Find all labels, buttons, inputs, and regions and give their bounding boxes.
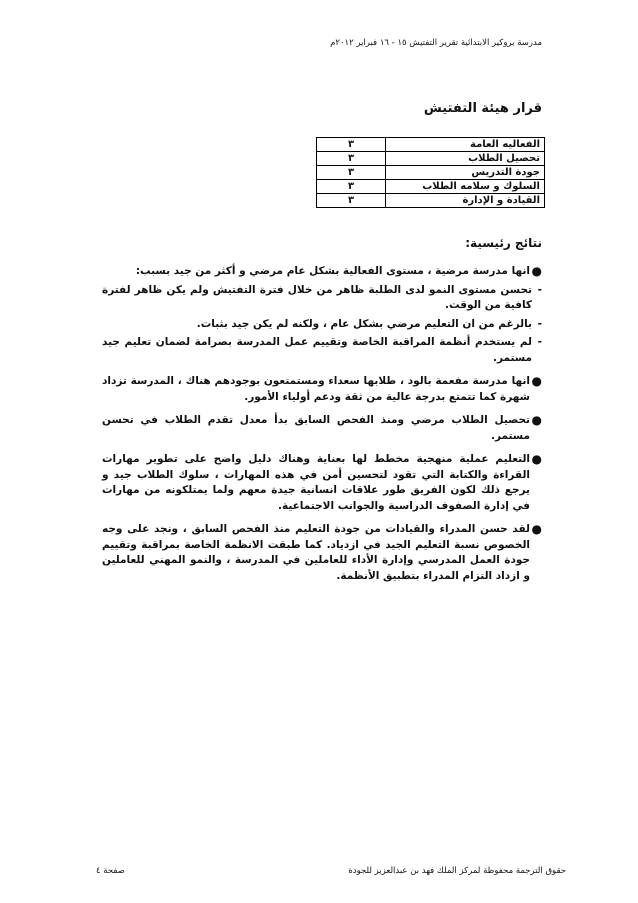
table-row [317, 152, 545, 166]
list-item [102, 374, 542, 405]
list-item [102, 317, 542, 333]
finding-text: تحصيل الطلاب مرضي ومنذ الفحص السابق بدأ معدل تقدم الطلاب في تحسن مستمر. [102, 414, 530, 442]
list-item [102, 335, 542, 366]
list-item [102, 283, 542, 314]
dash-icon: - [537, 283, 542, 296]
grade-value: ٣ [317, 152, 386, 166]
grade-value: ٣ [317, 180, 386, 194]
grade-label: الفعاليه العامة [386, 138, 545, 152]
finding-text: لقد حسن المدراء والقيادات من جودة التعليم منذ الفحص السابق ، ونجد على وجه الخصوص نسبة التعليم الجيد في ازدياد. كما طبقت الانظمة الخاصة بمراقبة وتقييم جودة العمل المدرسي وإدارة الأداء للعاملين في المدرسة ، والنمو المهني للعاملين و ازداد التزام المدراء بتطبيق الأنظمة. [102, 523, 530, 582]
grade-value: ٣ [317, 138, 386, 152]
decision-title: قرار هيئة التفتيش [423, 101, 542, 116]
table-row [317, 180, 545, 194]
grade-label: القيادة و الإدارة [386, 194, 545, 208]
copyright-footer: حقوق الترجمة محفوظة لمركز الملك فهد بن عبدالعزيز للجودة [348, 866, 566, 876]
table-row [317, 166, 545, 180]
running-header: مدرسة بروكير الابتدائية تقرير التفتيش ١٥ - ١٦ فبراير ٢٠١٢م [330, 38, 542, 48]
bullet-icon: ● [531, 264, 542, 278]
finding-text: تحسن مستوى النمو لدى الطلبة ظاهر من خلال فترة التفتيش ولم يكن ظاهر لفترة كافية من الوقت. [102, 283, 532, 311]
grades-table [316, 137, 545, 208]
list-item [102, 264, 542, 280]
finding-text: التعليم عملية منهجية مخطط لها بعناية وهناك دليل واضح على تطوير مهارات القراءة والكتابة التي تقود لتحسين أمن في هذه المهارات ، سلوك الطلاب جيد و يرجع ذلك لكون الفريق طور علاقات انسانية جيدة معهم ولما يمتلكونه من مهارات في إدارة الصفوف الدراسية والجوانب الاجتماعية. [102, 453, 530, 512]
bullet-icon: ● [531, 452, 542, 466]
finding-text: بالرغم من ان التعليم مرضي بشكل عام ، ولكنه لم يكن جيد بثبات. [196, 317, 532, 330]
finding-text: انها مدرسة مفعمة بالود ، طلابها سعداء ومستمتعون بوجودهم هناك ، المدرسة تزداد شهرة كما تتمتع بدرجة عالية من ثقة ودعم أولياء الأمور. [102, 375, 530, 403]
table-row [317, 138, 545, 152]
finding-text: لم يستخدم أنظمة المراقبة الخاصة وتقييم عمل المدرسة بصرامة لضمان تعليم جيد مستمر. [102, 336, 532, 364]
grade-label: السلوك و سلامه الطلاب [386, 180, 545, 194]
finding-text: انها مدرسة مرضية ، مستوى الفعالية بشكل عام مرضي و أكثر من جيد بسبب: [135, 265, 530, 277]
grade-label: تحصيل الطلاب [386, 152, 545, 166]
dash-icon: - [537, 317, 542, 330]
grade-value: ٣ [317, 194, 386, 208]
grade-label: جودة التدريس [386, 166, 545, 180]
dash-icon: - [537, 336, 542, 348]
findings-title: نتائج رئيسية: [465, 236, 542, 250]
bullet-icon: ● [531, 374, 542, 388]
list-item [102, 452, 542, 514]
bullet-icon: ● [531, 413, 542, 427]
grade-value: ٣ [317, 166, 386, 180]
page-number: صفحة ٤ [96, 866, 125, 876]
list-item [102, 413, 542, 444]
bullet-icon: ● [531, 522, 542, 536]
list-item [102, 522, 542, 584]
table-row [317, 194, 545, 208]
findings-list [102, 264, 542, 587]
